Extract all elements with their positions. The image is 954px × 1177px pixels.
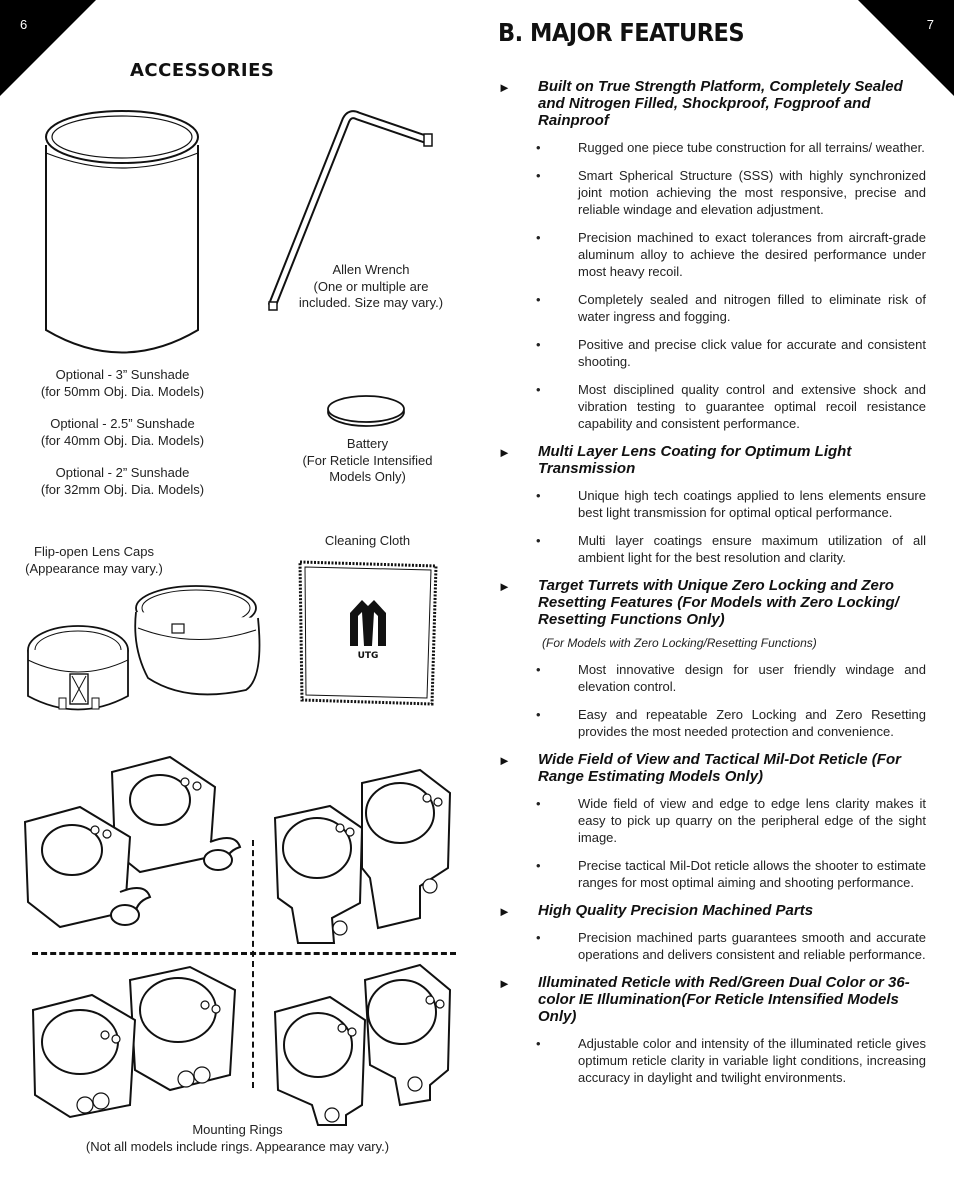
accessories-title: ACCESSORIES: [130, 60, 275, 81]
feature-note: (For Models with Zero Locking/Resetting Functions): [542, 636, 817, 650]
bullet-icon: •: [536, 662, 541, 677]
list-item: • Multi layer coatings ensure maximum utilization of all ambient light for the best resolution and clarity.: [536, 533, 926, 565]
list-item: • Wide field of view and edge to edge lens clarity makes it easy to pick up quarry on the peripheral edge of the sight image.: [536, 796, 926, 845]
lens-caps-caption: Flip-open Lens Caps (Appearance may vary.): [25, 544, 163, 576]
arrow-bullet-icon: ►: [498, 579, 511, 594]
feature-heading: Target Turrets with Unique Zero Locking and Zero Resetting Features (For Models with Zero Locking/ Resetting Functions Only): [538, 577, 899, 628]
bullet-icon: •: [536, 140, 541, 155]
feature-machined-parts: [498, 902, 926, 963]
list-item: • Unique high tech coatings applied to lens elements ensure best light transmission for optimal optical performance.: [536, 488, 926, 520]
page-number-left: 6: [20, 17, 28, 32]
battery-illustration: [325, 393, 407, 429]
sunshade-illustration: [40, 105, 205, 365]
bullet-icon: •: [536, 230, 541, 245]
lens-caps-illustration: [26, 578, 266, 718]
feature-field-of-view: [498, 751, 926, 891]
page-number-right: 7: [926, 17, 934, 32]
sunshade-caption: Optional - 3” Sunshade (for 50mm Obj. Dia. Models) Optional - 2.5” Sunshade (for 40mm Obj. Dia. Models) Optional - 2” Sunshade (for 32mm Obj. Dia. Models): [40, 367, 205, 497]
bullet-icon: •: [536, 1036, 541, 1051]
list-item: • Precision machined parts guarantees smooth and accurate operations and delivers consistent and reliable performance.: [536, 930, 926, 962]
list-item: • Adjustable color and intensity of the illuminated reticle gives optimum reticle clarity in variable light conditions, increasing accuracy in daylight and twilight environments.: [536, 1036, 926, 1085]
list-item: • Precise tactical Mil-Dot reticle allows the shooter to estimate ranges for most optimal aiming and shooting performance.: [536, 858, 926, 890]
bullet-icon: •: [536, 382, 541, 397]
list-item: • Most innovative design for user friendly windage and elevation control.: [536, 662, 926, 694]
list-item: • Precision machined to exact tolerances from aircraft-grade aluminum alloy to achieve the desired performance under most heavy recoil.: [536, 230, 926, 279]
bullet-icon: •: [536, 707, 541, 722]
cleaning-cloth-illustration: [296, 558, 440, 708]
mounting-rings-standard-illustration: [30, 965, 245, 1120]
cleaning-cloth-caption: Cleaning Cloth: [324, 533, 411, 548]
bullet-icon: •: [536, 337, 541, 352]
allen-wrench-caption: Allen Wrench (One or multiple are included. Size may vary.): [298, 262, 444, 310]
bullet-icon: •: [536, 858, 541, 873]
list-item: • Rugged one piece tube construction for all terrains/ weather.: [536, 140, 925, 155]
bullet-icon: •: [536, 930, 541, 945]
feature-illuminated-reticle: [498, 974, 926, 1086]
arrow-bullet-icon: ►: [498, 753, 511, 768]
bullet-icon: •: [536, 292, 541, 307]
arrow-bullet-icon: ►: [498, 976, 511, 991]
feature-true-strength: [498, 78, 926, 432]
mounting-rings-quick-release-illustration: [20, 752, 245, 942]
bullet-icon: •: [536, 533, 541, 548]
bullet-icon: •: [536, 488, 541, 503]
feature-heading: Wide Field of View and Tactical Mil-Dot Reticle (For Range Estimating Models Only): [538, 751, 901, 785]
rings-divider-vertical: [252, 840, 254, 1088]
feature-lens-coating: [498, 443, 926, 566]
list-item: • Most disciplined quality control and extensive shock and vibration testing to guarantee optimal recoil resistance capability and consistent performance.: [536, 382, 926, 431]
page-corner-left: [0, 0, 96, 96]
svg-text:UTG: UTG: [357, 651, 379, 661]
list-item: • Smart Spherical Structure (SSS) with highly synchronized joint motion achieving the most responsive, precise and reliable windage and elevation adjustment.: [536, 168, 926, 217]
list-item: • Easy and repeatable Zero Locking and Zero Resetting provides the most needed protection and convenience.: [536, 707, 926, 739]
bullet-icon: •: [536, 796, 541, 811]
feature-heading: Built on True Strength Platform, Completely Sealed and Nitrogen Filled, Shockproof, Fogproof and Rainproof: [538, 78, 903, 129]
bullet-icon: •: [536, 168, 541, 183]
arrow-bullet-icon: ►: [498, 445, 511, 460]
mounting-rings-caption: Mounting Rings (Not all models include rings. Appearance may vary.): [85, 1122, 390, 1154]
battery-caption: Battery (For Reticle Intensified Models Only): [302, 436, 433, 484]
rings-divider-horizontal: [32, 952, 456, 955]
list-item: • Completely sealed and nitrogen filled to eliminate risk of water ingress and fogging.: [536, 292, 926, 324]
feature-heading: High Quality Precision Machined Parts: [538, 902, 814, 919]
major-features-list: [498, 78, 926, 1097]
list-item: • Positive and precise click value for accurate and consistent shooting.: [536, 337, 926, 369]
feature-heading: Illuminated Reticle with Red/Green Dual Color or 36-color IE Illumination(For Reticle Intensified Models Only): [538, 974, 910, 1025]
mounting-rings-medium-illustration: [270, 960, 460, 1128]
feature-heading: Multi Layer Lens Coating for Optimum Light Transmission: [538, 443, 852, 477]
feature-target-turrets: [498, 577, 926, 740]
arrow-bullet-icon: ►: [498, 904, 511, 919]
arrow-bullet-icon: ►: [498, 80, 511, 95]
mounting-rings-high-illustration: [270, 768, 460, 948]
major-features-title: B. MAJOR FEATURES: [498, 18, 745, 47]
